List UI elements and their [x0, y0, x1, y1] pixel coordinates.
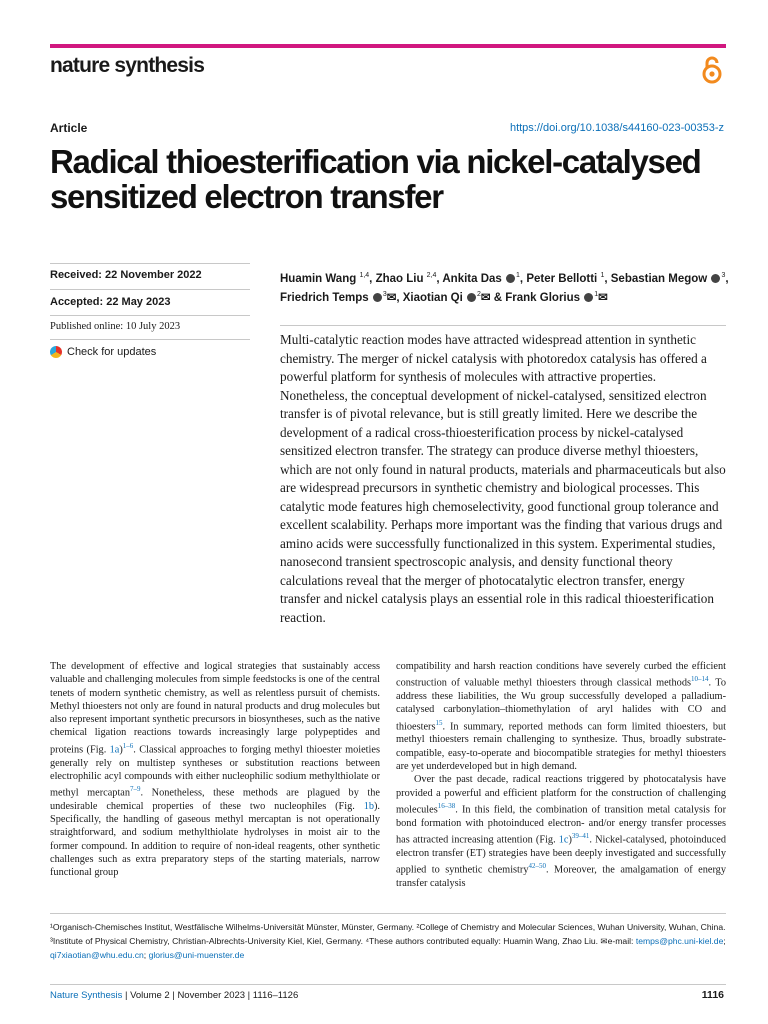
email-link[interactable]: glorius@uni-muenster.de — [148, 950, 245, 960]
journal-name[interactable]: nature synthesis — [50, 54, 205, 77]
citation-link[interactable]: 16–38 — [437, 801, 456, 810]
published-date: Published online: 10 July 2023 — [50, 321, 181, 332]
envelope-icon: ✉ — [598, 291, 608, 304]
text-run: Over the past decade, radical reactions triggered by photocatalysis have provided a powerful and efficient platform for the construction of challenging molecules — [396, 774, 726, 816]
divider — [50, 315, 250, 316]
envelope-icon: ✉ — [600, 936, 608, 946]
text-run: . In summary, reported methods can form limited thioesters, but methyl thioesters remain challenging to synthesize. Thus, broadly substrate-compatible, easy-to-operate and biocompatible strategies for methyl thioesters are yet underdeveloped but in high demand. — [396, 721, 726, 772]
author-affiliation: 1 — [600, 272, 605, 279]
orcid-icon[interactable] — [373, 293, 382, 302]
affiliations-text: ¹Organisch-Chemisches Institut, Westfälische Wilhelms-Universität Münster, Münster, Germany. ²College of Chemistry and Molecular Sciences, Wuhan University, Wuhan, China. ³Institute of Physical Chemistry, Christian-Albrechts-University Kiel, Kiel, Germany. ⁴These authors contributed equally: Huamin Wang, Zhao Liu. — [50, 922, 726, 946]
citation-link[interactable]: 42–50 — [528, 861, 546, 870]
email-link[interactable]: qi7xiaotian@whu.edu.cn — [50, 950, 144, 960]
orcid-icon[interactable] — [584, 293, 593, 302]
text-run: ). Specifically, the handling of gaseous methyl mercaptan is not operationally straightforward, and sodium methylthiolate hydrolyses in moist air to the former compound. In addition to require of non-ideal reagents, other synthetic challenges such as extra preparatory steps of the starting materials, narrow functional group — [50, 800, 380, 879]
body-paragraph — [50, 660, 380, 880]
text-run: . Nickel-catalysed, photoinduced electron transfer (ET) strategies have been deeply investigated and successfully applied to synthetic chemistry — [396, 834, 727, 876]
text-run: . Moreover, the amalgamation of energy transfer catalysis — [396, 864, 726, 889]
author-affiliation: 1,4 — [359, 272, 370, 279]
accepted-date: Accepted: 22 May 2023 — [50, 296, 171, 308]
text-run: . Nonetheless, these methods are plagued by the undesirable chemical properties of these two nucleophiles (Fig. — [50, 787, 380, 812]
text-run: ) — [568, 834, 572, 846]
crossmark-icon — [50, 346, 62, 358]
abstract: Multi-catalytic reaction modes have attracted widespread attention in synthetic chemistry. The merger of nickel catalysis with photoredox catalysis has offered a powerful platform for synthesis of molecules with attractive properties. Nonetheless, the conceptual development of nickel-catalysed, sensitized electron transfer is of pivotal relevance, but is still greatly limited. Here we describe the development of a radical cross-thioesterification process by nickel-catalysed sensitized electron transfer. The strategy can produce diverse methyl thioesters, which are not only found in natural products, materials and pharmaceuticals but also are widespread precursors in synthetic chemistry and biological processes. This catalytic mode features high chemoselectivity, good functional group tolerance and excellent scalability. Perhaps more important was the finding that various drugs and amino acids were successfully functionalized in this system. Experimental studies, nanosecond transient spectroscopic analysis, and density functional theory calculations reveal that the merger of photocatalytic electron transfer, energy transfer and nickel catalysis plays an essential role in this radical thioesterification reaction. — [280, 332, 726, 625]
author-name[interactable]: Xiaotian Qi — [402, 291, 467, 304]
body-paragraph — [396, 660, 726, 773]
orcid-icon[interactable] — [467, 293, 476, 302]
body-column-right — [396, 660, 726, 890]
envelope-icon: ✉ — [480, 291, 491, 304]
author-affiliation: 1 — [594, 290, 599, 298]
author-name[interactable]: Peter Bellotti — [526, 272, 601, 285]
citation-link[interactable]: 10–14 — [690, 675, 709, 684]
open-access-icon — [701, 55, 723, 85]
envelope-icon: ✉ — [386, 291, 397, 304]
author-affiliation: 3 — [721, 272, 726, 279]
page-number: 1116 — [701, 989, 724, 1001]
author-affiliation: 3 — [382, 290, 387, 298]
author-name[interactable]: Zhao Liu — [375, 272, 427, 285]
figure-link[interactable]: 1b — [363, 800, 374, 812]
email-label: e-mail: — [607, 936, 634, 946]
author-name[interactable]: Frank Glorius — [505, 291, 584, 304]
article-title: Radical thioesterification via nickel-catalysed sensitized electron transfer — [50, 143, 701, 215]
affiliations-footnote: ¹Organisch-Chemisches Institut, Westfälische Wilhelms-Universität Münster, Münster, Germany. ²College of Chemistry and Molecular Sciences, Wuhan University, Wuhan, China. ³Institute of Physical Chemistry, Christian-Albrechts-University Kiel, Kiel, Germany. ⁴These authors contributed equally: Huamin Wang, Zhao Liu. ✉e-mail: temps@phc.uni-kiel.de; qi7xiaotian@whu.edu.cn; glorius@uni-muenster.de — [50, 922, 726, 960]
text-run: The development of effective and logical strategies that sustainably access valuable and challenging molecules from simple feedstocks is one of the central tenets of modern synthetic chemistry, as well as relentless pursuit of chemists. Methyl thioesters not only are found in natural products and drug molecules but also represent important synthetic precursors in biosyntheses, such as the native chemical ligation reactions towards increasingly large polypeptides and proteins (Fig. — [50, 661, 380, 756]
article-type-label: Article — [50, 121, 88, 135]
check-for-updates-label: Check for updates — [67, 346, 157, 358]
divider — [280, 325, 726, 326]
received-date: Received: 22 November 2022 — [50, 269, 202, 281]
citation-link[interactable]: 7–9 — [130, 785, 141, 794]
divider — [50, 913, 726, 914]
text-run: . To address these liabilities, the Wu group successfully developed a palladium-catalysed carbonylation–thiomethylation of aryl halides with CO and thioesters — [396, 677, 726, 733]
author-list: Huamin Wang $^{1,4}$, Zhao Liu $^{2,4}$, Ankita Das $^1$, Peter Bellotti $^1$, Sebastian Megow $^3$, Friedrich Temps $^3$✉, Xiaotian Qi $^2$✉ & Frank Glorius $^1$✉ — [280, 272, 729, 304]
orcid-icon[interactable] — [711, 274, 720, 283]
footer-details: | Volume 2 | November 2023 | 1116–1126 — [124, 990, 299, 1001]
text-run: . In this field, the combination of transition metal catalysis for bond formation with photoinduced electron- and/or energy transfer processes has attracted increasing attention (Fig. — [396, 804, 726, 846]
divider — [50, 289, 250, 290]
author-name[interactable]: Ankita Das — [442, 272, 506, 285]
page-footer — [50, 990, 298, 1001]
figure-link[interactable]: 1c — [558, 834, 569, 846]
divider — [50, 984, 726, 985]
author-name[interactable]: Sebastian Megow — [610, 272, 711, 285]
citation-link[interactable]: 1–6 — [122, 741, 134, 750]
text-run: ) — [119, 744, 123, 756]
author-affiliation: 2 — [477, 290, 481, 298]
author-affiliation: 1 — [516, 272, 520, 279]
author-name[interactable]: Friedrich Temps — [280, 291, 372, 304]
orcid-icon[interactable] — [506, 274, 515, 283]
journal-accent-bar — [50, 44, 726, 48]
doi-link[interactable]: https://doi.org/10.1038/s44160-023-00353-z — [509, 122, 724, 134]
divider — [50, 339, 250, 340]
text-run: . Classical approaches to forging methyl thioester moieties generally rely on multistep syntheses or substitution reactions between electrophilic acyl compounds with either nucleophilic sodium methylthiolate or methyl mercaptan — [50, 744, 380, 799]
text-run: compatibility and harsh reaction conditions have severely curbed the efficient construction of valuable methyl thioesters through classical methods — [396, 661, 726, 689]
author-name[interactable]: Huamin Wang — [280, 272, 360, 285]
body-paragraph — [396, 773, 726, 890]
body-column-left — [50, 660, 380, 880]
footer-journal-link[interactable]: Nature Synthesis — [50, 990, 123, 1001]
citation-link[interactable]: 15 — [435, 718, 443, 727]
email-link[interactable]: temps@phc.uni-kiel.de — [635, 936, 724, 946]
author-affiliation: 2,4 — [426, 272, 437, 279]
divider — [50, 263, 250, 264]
figure-link[interactable]: 1a — [109, 744, 120, 756]
citation-link[interactable]: 39–41 — [571, 831, 590, 840]
check-for-updates-button[interactable] — [50, 346, 156, 358]
